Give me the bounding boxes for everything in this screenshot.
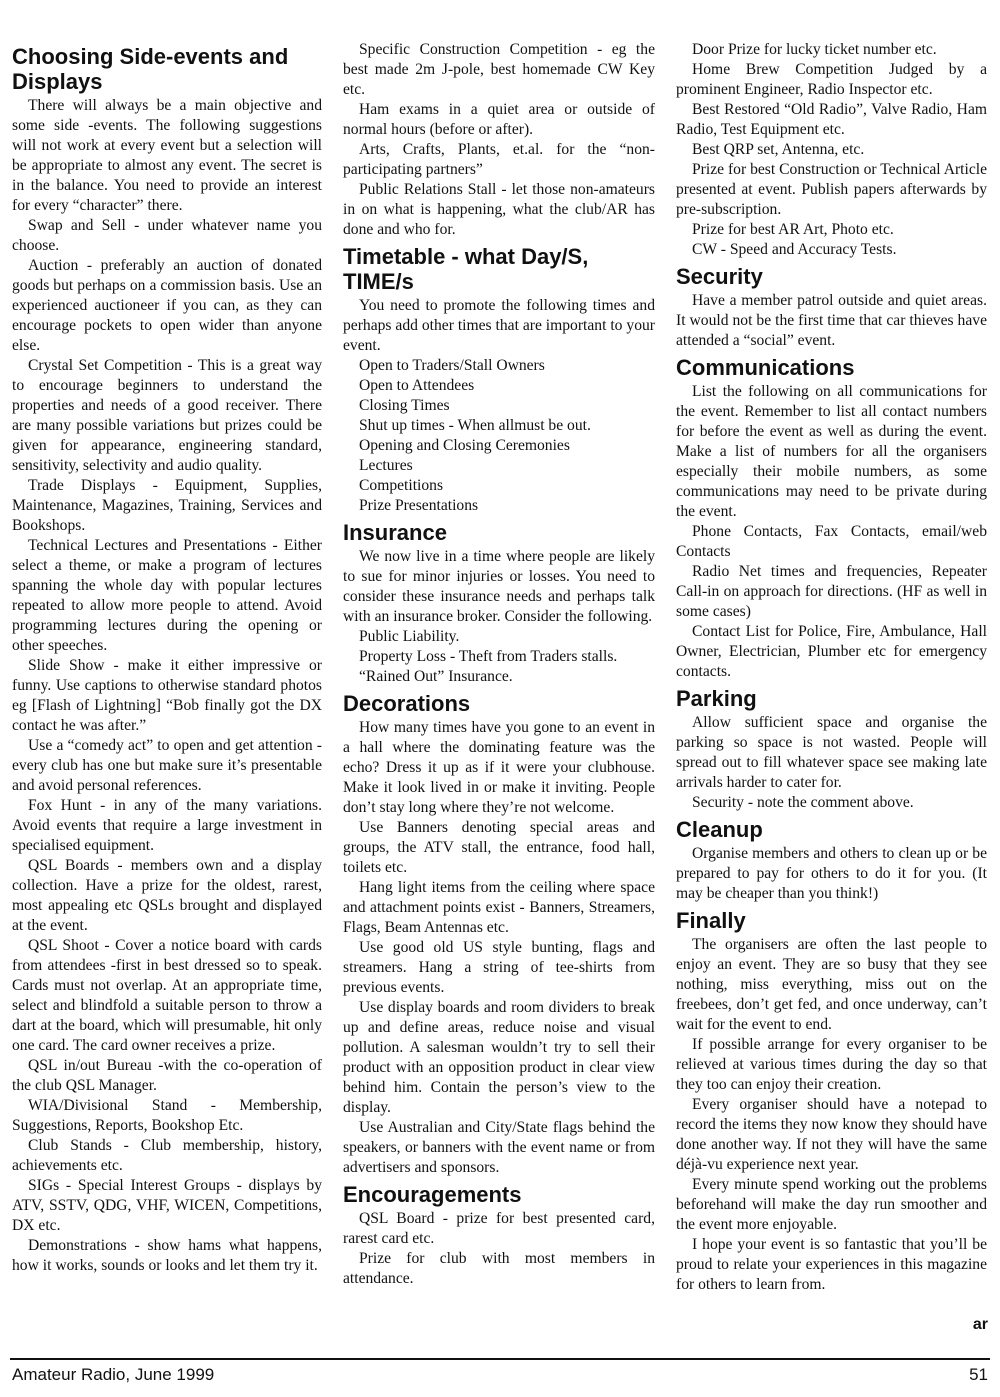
paragraph: Door Prize for lucky ticket number etc. xyxy=(692,41,937,58)
paragraph: Slide Show - make it either impressive or funny. Use captions to otherwise standard photos eg [Flash of Lightning] “Bob finally got the DX contact he was after.” xyxy=(12,657,322,734)
paragraph: QSL Shoot - Cover a notice board with cards from attendees -first in best dressed so to speak. Cards must not overlap. At an appropriate time, select and blindfold a suitable person to throw a dart at the board, which will presumable, hit only one card. The card owner receives a prize. xyxy=(12,937,322,1054)
paragraph: Technical Lectures and Presentations - Either select a theme, or make a program of lectures spanning the whole day with popular lectures repeated to allow more people to attend. Avoid programming lectures during the opening or other speeches. xyxy=(12,537,322,654)
page-number: 51 xyxy=(969,1365,988,1384)
paragraph: Auction - preferably an auction of donated goods but perhaps on a commission basis. Use an experienced auctioneer if you can, as they can encourage pockets to open wider than anyone else. xyxy=(12,257,322,354)
paragraph: Ham exams in a quiet area or outside of normal hours (before or after). xyxy=(343,101,655,138)
section-heading: Cleanup xyxy=(676,817,763,842)
list-item: “Rained Out” Insurance. xyxy=(359,668,513,685)
paragraph: Arts, Crafts, Plants, et.al. for the “non-participating partners” xyxy=(343,141,655,178)
paragraph: Contact List for Police, Fire, Ambulance, Hall Owner, Electrician, Plumber etc for emergency contacts. xyxy=(676,623,987,680)
list-item: Shut up times - When allmust be out. xyxy=(359,417,591,434)
paragraph: List the following on all communications for the event. Remember to list all contact numbers for before the event as well as during the event. Make a list of numbers for all the organisers especially their mobile numbers, as some communications may need to be private during the event. xyxy=(676,383,987,520)
paragraph: There will always be a main objective and some side -events. The following suggestions will not work at every event but a selection will be appropriate to almost any event. The secret is in the balance. You need to provide an interest for every “character” there. xyxy=(12,97,322,214)
paragraph: Swap and Sell - under whatever name you choose. xyxy=(12,217,322,254)
paragraph: Radio Net times and frequencies, Repeater Call-in on approach for directions. (HF as well in some cases) xyxy=(676,563,987,620)
list-item: Open to Attendees xyxy=(359,377,475,394)
paragraph: Allow sufficient space and organise the parking so space is not wasted. People will spread out to fill whatever space see making late arrivals harder to cater for. xyxy=(676,714,987,791)
section-heading: Communications xyxy=(676,355,855,380)
paragraph: Trade Displays - Equipment, Supplies, Maintenance, Magazines, Training, Services and Bookshops. xyxy=(12,477,322,534)
paragraph: Public Relations Stall - let those non-amateurs in on what is happening, what the club/AR has done and who for. xyxy=(343,181,655,238)
page-footer xyxy=(12,1365,988,1391)
section-heading: Timetable - what Day/S, TIME/s xyxy=(343,244,589,294)
list-item: Property Loss - Theft from Traders stalls. xyxy=(359,648,618,665)
paragraph: Every organiser should have a notepad to record the items they now know they should have done another way. If not they will have the same déjà-vu experience next year. xyxy=(676,1096,987,1173)
paragraph: How many times have you gone to an event in a hall where the dominating feature was the echo? Dress it up as if it were your clubhouse. Make it look lived in or make it inviting. People don’t stay long where they’re not welcome. xyxy=(343,719,655,816)
article-column-1 xyxy=(12,40,322,1276)
footer-rule xyxy=(10,1358,990,1360)
article-column-2 xyxy=(343,40,655,1289)
footer-publication: Amateur Radio, June 1999 xyxy=(12,1365,215,1384)
paragraph: Every minute spend working out the problems beforehand will make the day run smoother and the event more enjoyable. xyxy=(676,1176,987,1233)
paragraph: Use Australian and City/State flags behind the speakers, or banners with the event name or from advertisers and sponsors. xyxy=(343,1119,655,1176)
paragraph: Use a “comedy act” to open and get attention - every club has one but make sure it’s presentable and avoid personal references. xyxy=(12,737,322,794)
paragraph: QSL Board - prize for best presented card, rarest card etc. xyxy=(343,1210,655,1247)
paragraph: Specific Construction Competition - eg the best made 2m J-pole, best homemade CW Key etc. xyxy=(343,41,655,98)
paragraph: Best Restored “Old Radio”, Valve Radio, Ham Radio, Test Equipment etc. xyxy=(676,101,987,138)
list-item: Opening and Closing Ceremonies xyxy=(359,437,570,454)
paragraph: You need to promote the following times and perhaps add other times that are important to your event. xyxy=(343,297,655,354)
paragraph: Club Stands - Club membership, history, achievements etc. xyxy=(12,1137,322,1174)
paragraph: Hang light items from the ceiling where space and attachment points exist - Banners, Streamers, Flags, Beam Antennas etc. xyxy=(343,879,655,936)
paragraph: WIA/Divisional Stand - Membership, Suggestions, Reports, Bookshop Etc. xyxy=(12,1097,322,1134)
list-item: Public Liability. xyxy=(359,628,460,645)
article-column-3 xyxy=(676,40,987,1295)
end-mark: ar xyxy=(972,1316,988,1333)
paragraph: SIGs - Special Interest Groups - displays by ATV, SSTV, QDG, VHF, WICEN, Competitions, DX etc. xyxy=(12,1177,322,1234)
paragraph: Use Banners denoting special areas and groups, the ATV stall, the entrance, food hall, toilets etc. xyxy=(343,819,655,876)
list-item: Lectures xyxy=(359,457,413,474)
section-heading: Finally xyxy=(676,908,746,933)
paragraph: Demonstrations - show hams what happens, how it works, sounds or looks and let them try it. xyxy=(12,1237,322,1274)
paragraph: Prize for club with most members in attendance. xyxy=(343,1250,655,1287)
paragraph: Best QRP set, Antenna, etc. xyxy=(692,141,865,158)
section-heading: Security xyxy=(676,264,763,289)
paragraph: If possible arrange for every organiser to be relieved at various times during the day so that they too can enjoy their creation. xyxy=(676,1036,987,1093)
paragraph: Security - note the comment above. xyxy=(692,794,914,811)
paragraph: Crystal Set Competition - This is a great way to encourage beginners to understand the properties and needs of a good receiver. There are many possible variations but prizes could be given for appearance, engineering standard, sensitivity, selectivity and audio quality. xyxy=(12,357,322,474)
list-item: Competitions xyxy=(359,477,444,494)
paragraph: Use display boards and room dividers to break up and define areas, reduce noise and visual pollution. A salesman wouldn’t try to sell their product with an opposition product in clear view behind him. Contain the person’s view to the display. xyxy=(343,999,655,1116)
section-heading: Decorations xyxy=(343,691,471,716)
paragraph: Prize for best Construction or Technical Article presented at event. Publish papers afterwards by pre-subscription. xyxy=(676,161,987,218)
paragraph: QSL in/out Bureau -with the co-operation of the club QSL Manager. xyxy=(12,1057,322,1094)
section-heading: Parking xyxy=(676,686,757,711)
list-item: Prize Presentations xyxy=(359,497,479,514)
paragraph: CW - Speed and Accuracy Tests. xyxy=(692,241,897,258)
section-heading: Encouragements xyxy=(343,1182,522,1207)
section-heading: Choosing Side-events and Displays xyxy=(12,44,289,94)
paragraph: Phone Contacts, Fax Contacts, email/web Contacts xyxy=(676,523,987,560)
paragraph: Fox Hunt - in any of the many variations. Avoid events that require a large investment in specialised equipment. xyxy=(12,797,322,854)
list-item: Open to Traders/Stall Owners xyxy=(359,357,545,374)
paragraph: I hope your event is so fantastic that you’ll be proud to relate your experiences in this magazine for others to learn from. xyxy=(676,1236,987,1293)
paragraph: The organisers are often the last people to enjoy an event. They are so busy that they see nothing, miss everything, miss out on the freebees, don’t get fed, and once underway, can’t wait for the event to end. xyxy=(676,936,987,1033)
paragraph: Organise members and others to clean up or be prepared to pay for others to do it for you. (It may be cheaper than you think!) xyxy=(676,845,987,902)
paragraph: We now live in a time where people are likely to sue for minor injuries or losses. You need to consider these insurance needs and perhaps talk with an insurance broker. Consider the following. xyxy=(343,548,655,625)
section-heading: Insurance xyxy=(343,520,447,545)
paragraph: Use good old US style bunting, flags and streamers. Hang a string of tee-shirts from previous events. xyxy=(343,939,655,996)
list-item: Closing Times xyxy=(359,397,450,414)
paragraph: Prize for best AR Art, Photo etc. xyxy=(692,221,894,238)
paragraph: Home Brew Competition Judged by a prominent Engineer, Radio Inspector etc. xyxy=(676,61,987,98)
paragraph: QSL Boards - members own and a display collection. Have a prize for the oldest, rarest, most appealing etc QSLs brought and displayed at the event. xyxy=(12,857,322,934)
paragraph: Have a member patrol outside and quiet areas. It would not be the first time that car thieves have attended a “social” event. xyxy=(676,292,987,349)
